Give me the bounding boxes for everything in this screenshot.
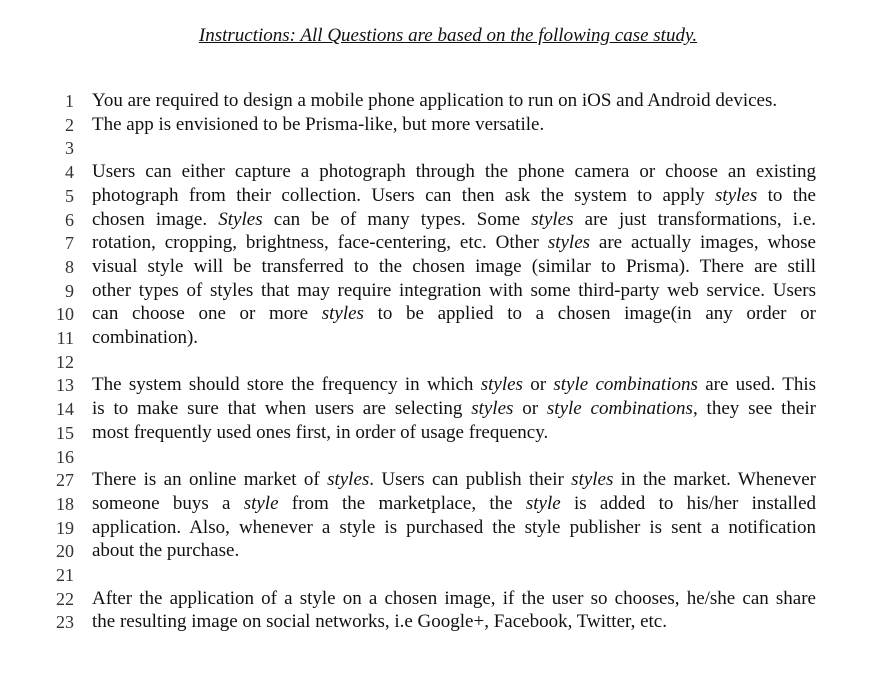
line-text [92, 610, 667, 634]
line-text [92, 421, 548, 445]
document-line [0, 563, 896, 587]
document-line [0, 539, 896, 563]
line-number: 15 [56, 422, 74, 443]
document-line [0, 468, 896, 492]
italic-term: style [525, 492, 561, 514]
document-title: Instructions: All Questions are based on the following case study. [198, 25, 698, 46]
document-line [0, 302, 896, 326]
line-number: 11 [56, 328, 74, 348]
line-number: 23 [56, 612, 74, 633]
line-text [92, 492, 816, 516]
line-text [92, 587, 816, 611]
line-text [92, 231, 816, 255]
text-run: You are required to design a mobile phone application to run on iOS and Android devices. [92, 90, 778, 111]
line-number: 14 [56, 399, 74, 420]
text-run: is to make sure that when users are selecting [92, 398, 472, 420]
line-number: 27 [56, 470, 74, 491]
line-number: 6 [65, 209, 74, 230]
italic-term: styles [480, 374, 523, 396]
text-run: other types of styles that may require integration with some third-party web service. Users [92, 279, 816, 301]
document-line [0, 89, 896, 113]
line-text [92, 89, 777, 113]
italic-term: styles [547, 232, 591, 254]
document-line [0, 492, 896, 516]
line-number: 13 [56, 375, 74, 396]
line-text [92, 373, 816, 397]
line-number: 3 [65, 138, 74, 159]
italic-term: styles [715, 184, 758, 206]
italic-term: style combinations [546, 398, 693, 420]
text-run: to the [757, 184, 816, 206]
text-run: most frequently used ones first, in order of usage frequency. [92, 421, 549, 443]
text-run: to be applied to a chosen image(in any order or [363, 303, 816, 325]
italic-term: style [243, 492, 279, 514]
line-number: 4 [65, 162, 74, 183]
text-run: are used. This [697, 374, 817, 396]
document-line [0, 136, 896, 160]
text-run: chosen image. [92, 208, 219, 230]
line-number: 22 [56, 588, 74, 609]
line-number: 16 [56, 446, 74, 467]
line-number: 18 [56, 493, 74, 514]
line-number: 5 [65, 185, 74, 206]
document-line [0, 231, 896, 255]
line-number: 7 [65, 233, 74, 254]
line-number: 2 [65, 114, 74, 135]
document-line [0, 373, 896, 397]
text-run: about the purchase. [92, 540, 240, 562]
text-run: rotation, cropping, brightness, face-centering, etc. Other [92, 232, 548, 254]
italic-term: styles [327, 469, 370, 491]
line-text [92, 326, 198, 350]
document-line [0, 255, 896, 279]
line-number: 8 [65, 256, 74, 277]
line-text [92, 255, 816, 279]
text-run: someone buys a [92, 492, 244, 514]
document-line [0, 587, 896, 611]
line-text [92, 208, 816, 232]
text-run: combination). [92, 327, 199, 348]
line-number: 21 [56, 565, 74, 585]
text-run: There is an online market of [92, 469, 328, 491]
line-number: 10 [56, 304, 74, 325]
text-run: can be of many types. Some [262, 208, 532, 230]
line-text [92, 468, 816, 492]
document-line [0, 208, 896, 232]
line-number: 12 [56, 351, 74, 372]
document-line [0, 113, 896, 137]
text-run: application. Also, whenever a style is purchased the style publisher is sent a notification [92, 516, 816, 538]
text-run: the resulting image on social networks, i.e Google+, Facebook, Twitter, etc. [92, 611, 667, 633]
document-line [0, 350, 896, 374]
text-run: are actually images, whose [590, 232, 816, 254]
document-line [0, 516, 896, 540]
text-run: is added to his/her installed [560, 492, 817, 514]
line-text [92, 184, 816, 208]
document-line [0, 445, 896, 469]
text-run: visual style will be transferred to the chosen image (similar to Prisma). There are still [92, 255, 816, 277]
text-run: The system should store the frequency in which [92, 374, 481, 396]
line-text [92, 397, 816, 421]
text-run: , they see their [692, 398, 816, 420]
document-line [0, 160, 896, 184]
line-text [92, 279, 816, 303]
text-run: After the application of a style on a chosen image, if the user so chooses, he/she can share [92, 587, 816, 609]
document-line [0, 184, 896, 208]
italic-term: Styles [218, 208, 263, 230]
text-run: . Users can publish their [369, 469, 572, 491]
italic-term: styles [321, 303, 364, 325]
text-run: or [513, 398, 547, 420]
text-run: Users can either capture a photograph through the phone camera or choose an existing [92, 161, 816, 183]
text-run: photograph from their collection. Users can then ask the system to apply [92, 184, 716, 206]
text-run: can choose one or more [92, 303, 322, 325]
line-text [92, 539, 239, 563]
document-line [0, 421, 896, 445]
line-number: 19 [56, 517, 74, 538]
text-run: or [522, 374, 554, 396]
italic-term: style combinations [553, 374, 698, 396]
document-line [0, 326, 896, 350]
italic-term: styles [471, 398, 514, 420]
line-number: 1 [65, 91, 74, 111]
italic-term: styles [531, 208, 574, 230]
text-run: are just transformations, i.e. [573, 208, 817, 230]
text-run: The app is envisioned to be Prisma-like, but more versatile. [92, 113, 545, 135]
line-text [92, 160, 816, 184]
line-text [92, 302, 816, 326]
document-line [0, 610, 896, 634]
document-line [0, 397, 896, 421]
italic-term: styles [571, 469, 614, 491]
text-run: in the market. Whenever [613, 469, 816, 491]
line-text [92, 516, 816, 540]
text-run: from the marketplace, the [278, 492, 526, 514]
line-number: 20 [56, 541, 74, 562]
line-number: 9 [65, 280, 74, 301]
line-text [92, 113, 544, 137]
document-line [0, 279, 896, 303]
